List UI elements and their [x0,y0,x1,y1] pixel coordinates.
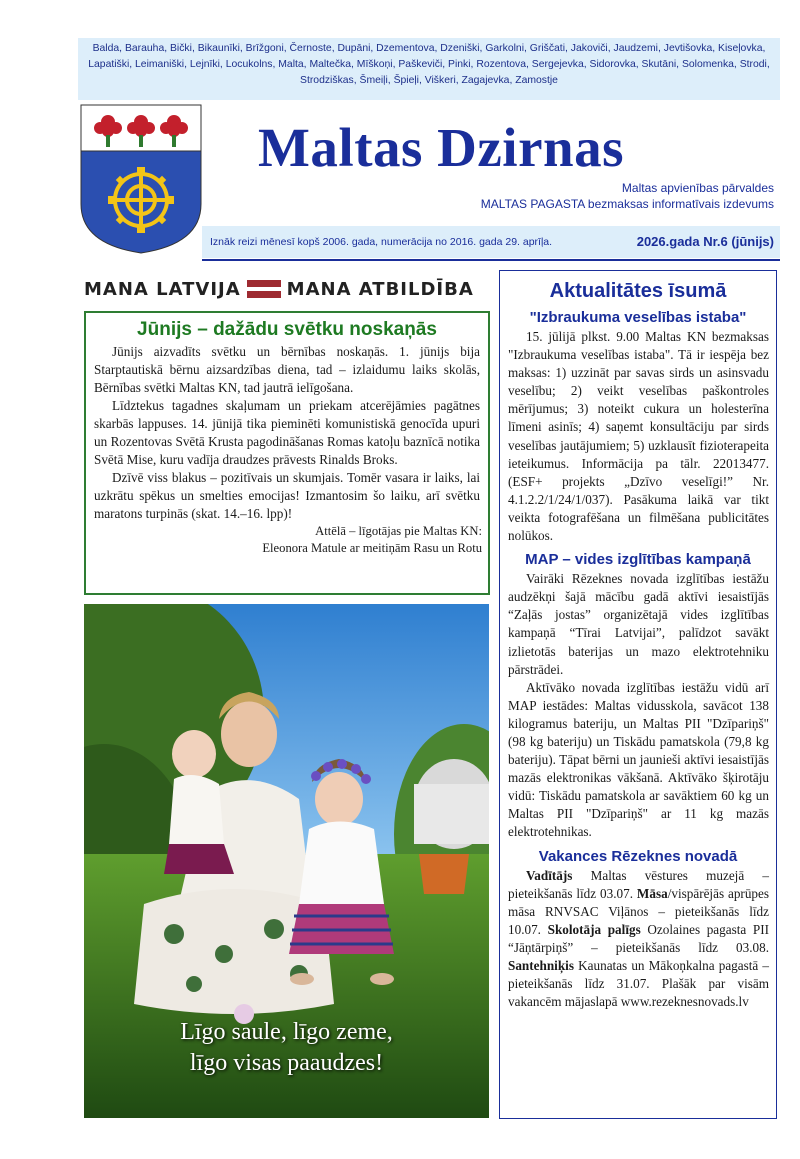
health-room-text: 15. jūlijā plkst. 9.00 Maltas KN bezmaksas "Izbraukuma veselības istaba". Tā ir iespēja bez maksas: 1) uzzināt par savas sirds un asinsvadu veselību; 2) veikt veselības paškontroles mērījumus; 3) noteikt cukura un holesterīna līmeni asinīs; 4) saņemt konsultāciju par sirds veselības jautājumiem; 5) uzklausīt fizioterapeita ieteikumus. Informācija pa tālr. 22013477. (ESF+ projekts „Dzīvo veselīgi!” Nr. 4.1.2.2/1/24/1/037). Pasākuma laikā var tikt veikta fotografēšana un filmēšana publicitātes nolūkos. [508,329,769,544]
vacancy-role: Māsa [636,885,668,901]
environment-campaign-paragraph: Aktīvāko novada izglītības iestāžu vidū arī MAP iestādes: Maltas vidusskola, savācot 138 kilogramus bateriju, un Maltas PII "Dzīpariņš" (98 kg bateriju) un Tiskādu pamatskola (79,8 kg bateriju). Tāpat bērni un jaunieši aktīvi iesaistījās mazās elektronikas vākšanā. Aktīvāko šķirotāju vidū: Tiskādu pamatskola ar savāktiem 60 kg un Maltas PII "Dzīpariņš" ar 11 kg mazās elektrotehnikas. [508,679,769,840]
photo-caption-2: Eleonora Matule ar meitiņām Rasu un Rotu [262,541,482,555]
newspaper-title: Maltas Dzirnas [258,117,624,178]
photo-slogan-line-1: Līgo saule, līgo zeme, [180,1019,393,1045]
june-article-paragraph: Līdztekus tagadnes skaļumam un priekam atcerējāmies pagātnes skarbās lappuses. 14. jūnijā tika pieminēti komunistiskā genocīda upuri un Rozentovas Svētā Krusta pagodināšanas Romas katoļu baznīcā notika Svētā Mise, kuru vadīja draudzes prāvests Rinalds Broks. [94,398,480,467]
banner-right-text: MANA ATBILDĪBA [286,278,474,300]
vacancy-detail: /vispārējās aprūpes māsa RNVSAC Viļānos – pieteikšanās līdz 10.07. [508,885,769,937]
june-article-title: Jūnijs – dažādu svētku noskaņās [137,319,437,340]
june-article [84,311,490,595]
mana-latvija-banner [84,274,494,304]
cover-photo [84,604,489,1118]
vacancy-detail: Maltas vēstures muzejā – pieteikšanās līdz 03.07. [508,867,769,901]
vacancy-detail: Ozolaines pagasta PII “Jāņtārpiņš” – pieteikšanās līdz 03.08. [508,921,769,955]
header-divider [202,259,780,261]
news-heading: Aktualitātes īsumā [549,280,727,302]
banner-left-text: MANA LATVIJA [84,278,241,300]
latvian-flag-icon [247,280,281,298]
subtitle-2: MALTAS PAGASTA bezmaksas informatīvais izdevums [480,197,774,211]
issue-number: 2026.gada Nr.6 (jūnijs) [636,234,774,249]
environment-campaign-title: MAP – vides izglītības kampaņā [525,551,751,569]
issue-info-bar [202,226,780,258]
photo-caption-1: Attēlā – līgotājas pie Maltas KN: [315,524,482,538]
villages-list: Balda, Barauha, Bički, Bikaunīki, Brīžgoni, Černoste, Dupāni, Dzementova, Dzeniški, Garkolni, Griščati, Jakoviči, Jaudzemi, Jevtišovka, Kiseļovka, Lapatiški, Leimaniški, Lejnīki, Locukolns, Malta, Maltečka, Mīškoņi, Paškeviči, Pinki, Rozentova, Sergejevka, Sidorovka, Skutāni, Solomenka, Strodi, Strodziškas, Šmeiļi, Špieļi, Viškeri, Zagajevka, Zamostje [78,38,780,100]
june-article-paragraph: Dzīvē viss blakus – pozitīvais un skumjais. Tomēr vasara ir laiks, lai uzkrātu spēkus un smelties emocijas! Izmantosim šo laiku, arī svētku maratons turpinās (skat. 14.–16. lpp)! [94,470,480,521]
environment-campaign-paragraph: Vairāki Rēzeknes novada izglītības iestāžu audzēkņi šajā mācību gadā aktīvi iesaistījās “Zaļās jostas” organizētajā vides izglītības kampaņā “Tīrai Latvijai”, palīdzot savākt izlietotās baterijas un mazo elektrotehniku pārstrādei. [508,571,769,677]
vacancies-title: Vakances Rēzeknes novadā [538,847,738,865]
health-room-title: "Izbraukuma veselības istaba" [529,309,747,326]
vacancy-role: Santehniķis [508,958,574,973]
coat-of-arms-icon [80,104,202,254]
vacancy-role: Skolotāja palīgs [547,921,641,937]
photo-slogan-line-2: līgo visas paaudzes! [189,1050,384,1076]
subtitle-1: Maltas apvienības pārvaldes [621,181,774,195]
june-article-paragraph: Jūnijs aizvadīts svētku un bērnības noskaņās. 1. jūnijs bija Starptautiskā bērnu aizsardzības diena, tad – izlaidumu laiks skolās, Bērnības svētki Maltas KN, tad jautrā ielīgošana. [94,344,480,395]
news-column [499,270,777,1119]
publication-note: Iznāk reizi mēnesī kopš 2006. gada, numerācija no 2016. gada 29. aprīļa. [210,236,553,248]
vacancy-detail: Kaunatas un Mākoņkalna pagastā – pieteikšanās līdz 31.07. Plašāk par visām vakancēm mājaslapā www.rezeknesnovads.lv [508,958,769,1010]
vacancy-role: Vadītājs [526,867,573,883]
photo-slogan [84,1017,489,1079]
vacancies-text [508,867,769,1012]
